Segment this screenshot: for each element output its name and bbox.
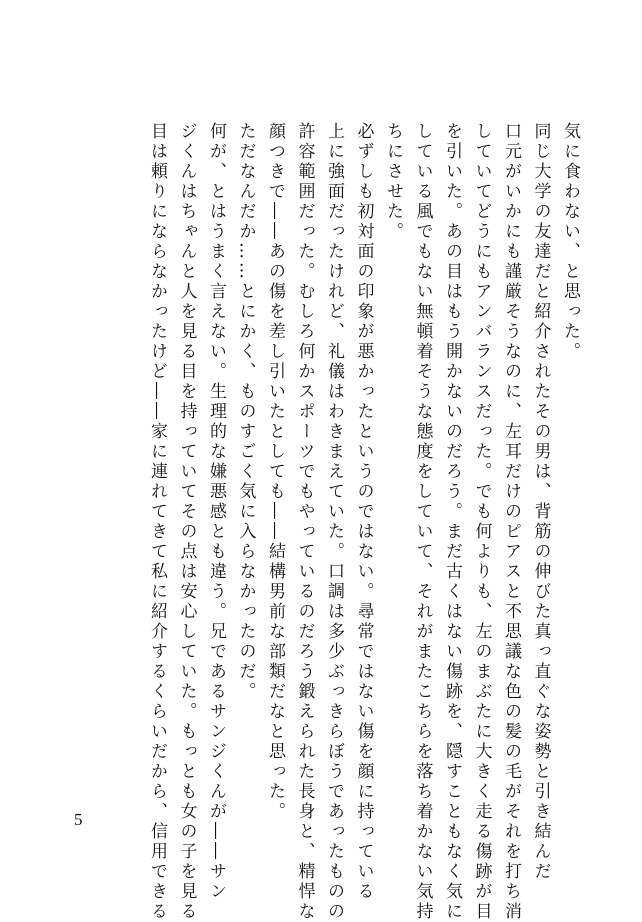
text-line: ただなんだか……とにかく、ものすごく気に入らなかったのだ。 xyxy=(235,122,256,702)
text-line: していてどうにもアンバランスだった。でも何よりも、左のまぶたに大きく走る傷跡が目 xyxy=(471,122,492,922)
text-line: 上に強面だったけれど、礼儀はわきまえていた。口調は多少ぶっきらぼうであったものの xyxy=(324,122,344,922)
text-line: 何が、とはうまく言えない。生理的な嫌悪感とも違う。兄であるサンジくんが――サン xyxy=(206,122,226,902)
text-line: 同じ大学の友達だと紹介されたその男は、背筋の伸びた真っ直ぐな姿勢と引き結んだ xyxy=(530,122,551,882)
text-line: ちにさせた。 xyxy=(383,122,403,242)
page-number: 5 xyxy=(74,810,83,829)
text-line: している風でもない無頓着そうな態度をしていて、それがまたこちらを落ち着かない気持 xyxy=(412,122,433,922)
text-line: 許容範囲だった。むしろ何かスポーツでもやっているのだろう鍛えられた長身と、精悍な xyxy=(294,122,315,922)
text-line: を引いた。あの目はもう開かないのだろう。まだ古くはない傷跡を、隠すこともなく気に xyxy=(442,122,462,922)
text-line: ジくんはちゃんと人を見る目を持っていてその点は安心していた。もっとも女の子を見る xyxy=(176,122,197,922)
text-line: 気に食わない、と思った。 xyxy=(560,122,580,362)
text-line: 必ずしも初対面の印象が悪かったというのではない。尋常ではない傷を顔に持っている xyxy=(353,122,374,902)
text-line: 目は頼りにならなかったけど――家に連れてきて私に紹介するくらいだから、信用できる xyxy=(147,122,167,922)
vertical-text-body xyxy=(142,122,585,922)
text-line: 口元がいかにも謹厳そうなのに、左耳だけのピアスと不思議な色の髪の毛がそれを打ち消 xyxy=(501,122,521,922)
text-line: 顔つきで――あの傷を差し引いたとしても――結構男前な部類だなと思った。 xyxy=(265,122,285,822)
